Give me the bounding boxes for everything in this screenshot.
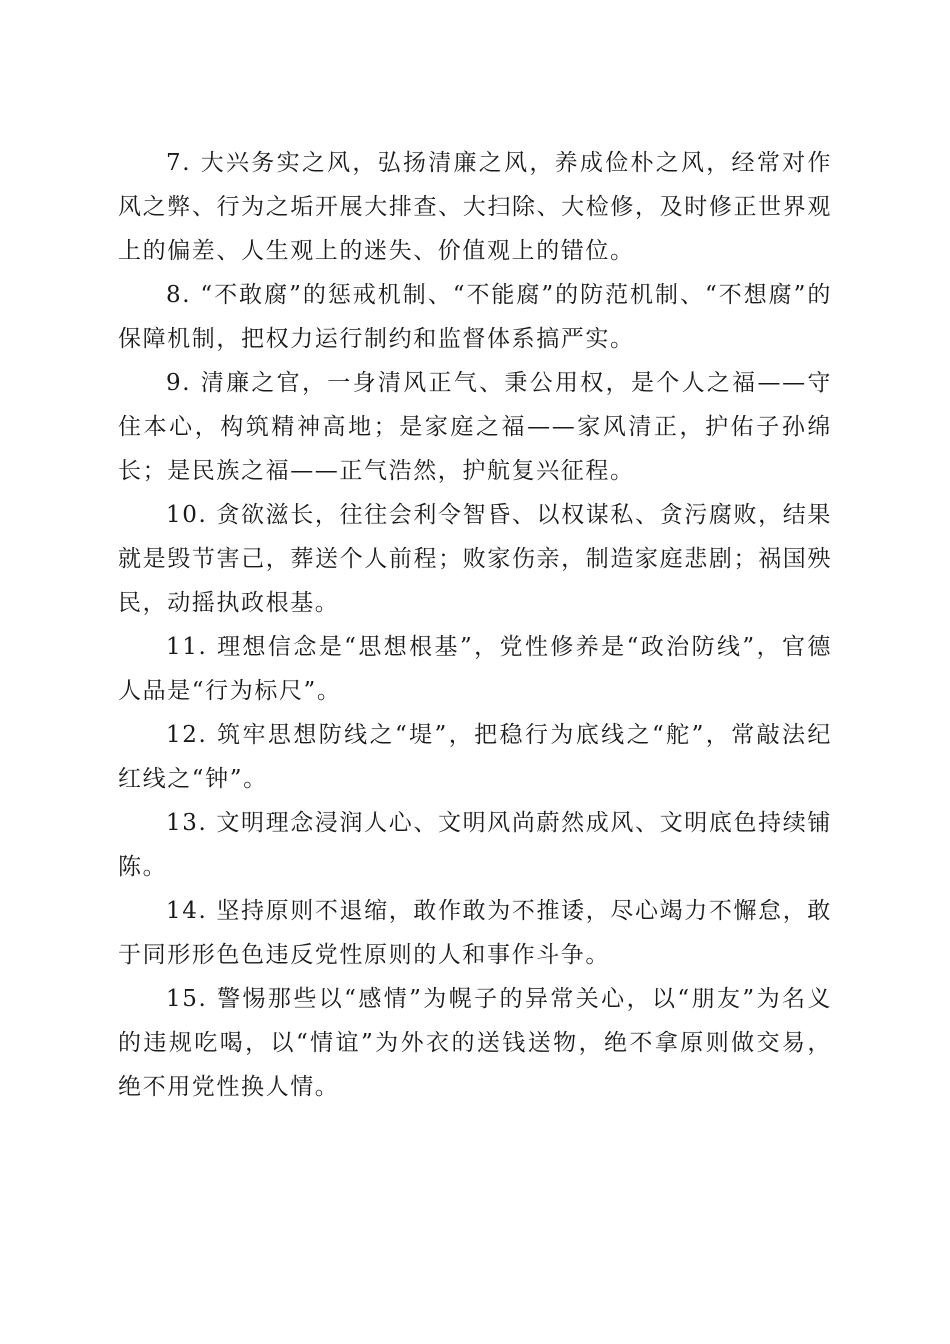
paragraph-7: 7. 大兴务实之风，弘扬清廉之风，养成俭朴之风，经常对作风之弊、行为之垢开展大排查、大扫除、大检修，及时修正世界观上的偏差、人生观上的迷失、价值观上的错位。 [118,150,832,264]
paragraph-10: 10. 贪欲滋长，往往会利令智昏、以权谋私、贪污腐败，结果就是毁节害己，葬送个人前程；败家伤亲，制造家庭悲剧；祸国殃民，动摇执政根基。 [118,502,832,616]
paragraph-12: 12. 筑牢思想防线之“堤”，把稳行为底线之“舵”，常敲法纪红线之“钟”。 [118,722,832,792]
document-body [118,141,832,1109]
paragraph-14: 14. 坚持原则不退缩，敢作敢为不推诿，尽心竭力不懈怠，敢于同形形色色违反党性原则的人和事作斗争。 [118,898,832,968]
paragraph-13: 13. 文明理念浸润人心、文明风尚蔚然成风、文明底色持续铺陈。 [118,810,832,880]
paragraph-9: 9. 清廉之官，一身清风正气、秉公用权，是个人之福——守住本心，构筑精神高地；是家庭之福——家风清正，护佑子孙绵长；是民族之福——正气浩然，护航复兴征程。 [118,370,832,484]
paragraph-15: 15. 警惕那些以“感情”为幌子的异常关心，以“朋友”为名义的违规吃喝，以“情谊”为外衣的送钱送物，绝不拿原则做交易，绝不用党性换人情。 [118,986,832,1100]
paragraph-8: 8. “不敢腐”的惩戒机制、“不能腐”的防范机制、“不想腐”的保障机制，把权力运行制约和监督体系搞严实。 [118,282,832,352]
paragraph-11: 11. 理想信念是“思想根基”，党性修养是“政治防线”，官德人品是“行为标尺”。 [118,634,832,704]
